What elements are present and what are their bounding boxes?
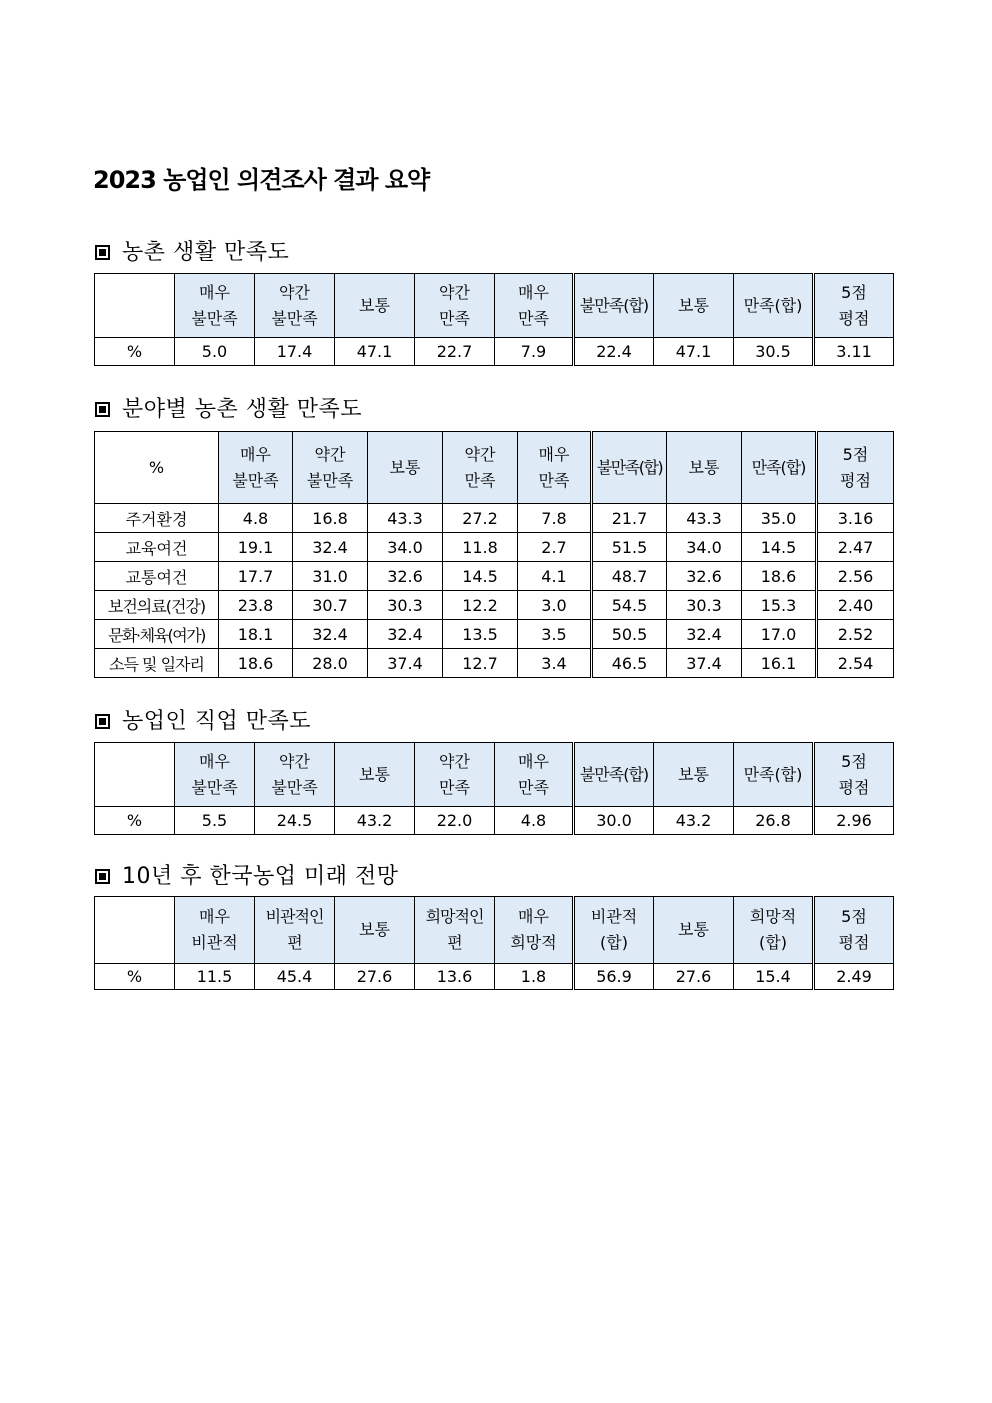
header-cell: 보통 [368,432,443,504]
row-label: 주거환경 [95,504,219,533]
row-label: 문화·체육(여가) [95,620,219,649]
table-cell: 30.3 [368,591,443,620]
table-cell: 51.5 [592,533,667,562]
table-cell: 23.8 [219,591,293,620]
table-cell: 3.5 [518,620,592,649]
table-cell: 43.3 [667,504,742,533]
table-row [95,649,894,678]
header-cell: 불만족(합) [592,432,667,504]
table-cell: 13.5 [443,620,518,649]
table-cell: 32.4 [293,533,368,562]
table-header-row [95,432,894,504]
table-cell: 17.0 [742,620,817,649]
header-cell: 약간 불만족 [293,432,368,504]
table-cell: 2.56 [817,562,894,591]
table-cell: 2.40 [817,591,894,620]
table-cell: 34.0 [368,533,443,562]
header-cell: 매우 불만족 [175,274,255,338]
field-satisfaction-table [94,431,894,678]
table-cell: 17.7 [219,562,293,591]
table-cell: 1.8 [495,964,574,990]
table-cell: 15.3 [742,591,817,620]
table-cell: 26.8 [734,807,814,835]
header-cell: 만족(합) [734,743,814,807]
table-cell: 22.0 [415,807,495,835]
table-cell: 18.6 [219,649,293,678]
table-cell: 30.0 [574,807,654,835]
section-heading-rural-life [95,239,289,267]
header-cell: 비관적 (합) [574,897,654,964]
square-bullet-icon [95,245,110,260]
table-cell: 2.96 [814,807,894,835]
header-cell: 약간 만족 [443,432,518,504]
header-corner [95,743,175,807]
table-row [95,620,894,649]
table-row [95,338,894,366]
header-cell: 5점 평점 [814,897,894,964]
table-cell: 5.0 [175,338,255,366]
row-label: % [95,338,175,366]
header-cell: 5점 평점 [817,432,894,504]
row-label: 교육여건 [95,533,219,562]
row-label: % [95,807,175,835]
table-row [95,562,894,591]
table-cell: 21.7 [592,504,667,533]
table-cell: 4.1 [518,562,592,591]
table-cell: 17.4 [255,338,335,366]
table-cell: 14.5 [742,533,817,562]
header-cell: 매우 불만족 [175,743,255,807]
header-cell: 불만족(합) [574,274,654,338]
header-cell: 5점 평점 [814,274,894,338]
table-cell: 27.6 [654,964,734,990]
table-cell: 47.1 [335,338,415,366]
table-cell: 16.8 [293,504,368,533]
table-cell: 18.6 [742,562,817,591]
table-cell: 34.0 [667,533,742,562]
header-corner: % [95,432,219,504]
header-cell: 보통 [335,743,415,807]
section-heading-text: 10년 후 한국농업 미래 전망 [122,864,399,889]
table-cell: 19.1 [219,533,293,562]
header-cell: 매우 희망적 [495,897,574,964]
table-cell: 7.8 [518,504,592,533]
table-cell: 32.4 [293,620,368,649]
table-cell: 27.6 [335,964,415,990]
table-row [95,807,894,835]
table-row [95,533,894,562]
table-cell: 5.5 [175,807,255,835]
row-label: 보건의료(건강) [95,591,219,620]
table-header-row [95,897,894,964]
table-row [95,504,894,533]
table-cell: 3.11 [814,338,894,366]
section-heading-text: 농촌 생활 만족도 [122,240,290,265]
table-cell: 24.5 [255,807,335,835]
table-cell: 4.8 [219,504,293,533]
table-cell: 30.3 [667,591,742,620]
row-label: 소득 및 일자리 [95,649,219,678]
header-cell: 희망적인 편 [415,897,495,964]
header-cell: 비관적인 편 [255,897,335,964]
table-cell: 50.5 [592,620,667,649]
section-heading-field-satisfaction [95,396,362,424]
table-cell: 43.2 [654,807,734,835]
header-cell: 보통 [654,897,734,964]
table-cell: 14.5 [443,562,518,591]
table-cell: 35.0 [742,504,817,533]
table-cell: 27.2 [443,504,518,533]
header-cell: 약간 불만족 [255,274,335,338]
section-heading-job-satisfaction [95,708,311,736]
table-cell: 11.5 [175,964,255,990]
table-cell: 32.4 [368,620,443,649]
header-cell: 매우 만족 [495,274,574,338]
table-cell: 15.4 [734,964,814,990]
table-cell: 2.7 [518,533,592,562]
table-cell: 12.2 [443,591,518,620]
table-cell: 22.4 [574,338,654,366]
section-heading-future-outlook [95,863,399,891]
table-cell: 16.1 [742,649,817,678]
table-header-row [95,743,894,807]
table-header-row [95,274,894,338]
header-cell: 불만족(합) [574,743,654,807]
header-cell: 희망적 (합) [734,897,814,964]
table-cell: 22.7 [415,338,495,366]
table-cell: 46.5 [592,649,667,678]
table-cell: 13.6 [415,964,495,990]
header-cell: 만족(합) [734,274,814,338]
header-cell: 보통 [654,743,734,807]
header-cell: 매우 비관적 [175,897,255,964]
row-label: 교통여건 [95,562,219,591]
table-cell: 2.52 [817,620,894,649]
table-row [95,591,894,620]
header-cell: 보통 [654,274,734,338]
header-cell: 약간 만족 [415,274,495,338]
table-cell: 11.8 [443,533,518,562]
table-cell: 2.54 [817,649,894,678]
section-heading-text: 농업인 직업 만족도 [122,709,312,734]
table-cell: 31.0 [293,562,368,591]
header-corner [95,897,175,964]
table-cell: 30.5 [734,338,814,366]
header-cell: 약간 불만족 [255,743,335,807]
table-cell: 3.0 [518,591,592,620]
header-cell: 약간 만족 [415,743,495,807]
section-heading-text: 분야별 농촌 생활 만족도 [122,397,363,422]
table-cell: 47.1 [654,338,734,366]
table-cell: 37.4 [368,649,443,678]
table-cell: 45.4 [255,964,335,990]
header-corner [95,274,175,338]
table-cell: 48.7 [592,562,667,591]
table-cell: 18.1 [219,620,293,649]
table-cell: 32.6 [667,562,742,591]
table-cell: 30.7 [293,591,368,620]
row-label: % [95,964,175,990]
table-cell: 37.4 [667,649,742,678]
table-cell: 12.7 [443,649,518,678]
square-bullet-icon [95,869,110,884]
table-cell: 56.9 [574,964,654,990]
table-cell: 43.2 [335,807,415,835]
table-cell: 54.5 [592,591,667,620]
table-cell: 32.6 [368,562,443,591]
header-cell: 보통 [335,897,415,964]
future-outlook-table [94,896,894,990]
header-cell: 보통 [335,274,415,338]
header-cell: 보통 [667,432,742,504]
rural-life-satisfaction-table [94,273,894,366]
table-cell: 3.4 [518,649,592,678]
header-cell: 5점 평점 [814,743,894,807]
table-cell: 4.8 [495,807,574,835]
table-cell: 2.47 [817,533,894,562]
page-title: 2023 농업인 의견조사 결과 요약 [93,166,430,194]
table-cell: 28.0 [293,649,368,678]
square-bullet-icon [95,402,110,417]
header-cell: 매우 만족 [518,432,592,504]
table-cell: 3.16 [817,504,894,533]
square-bullet-icon [95,714,110,729]
table-row [95,964,894,990]
table-cell: 32.4 [667,620,742,649]
header-cell: 매우 만족 [495,743,574,807]
table-cell: 7.9 [495,338,574,366]
job-satisfaction-table [94,742,894,835]
header-cell: 매우 불만족 [219,432,293,504]
header-cell: 만족(합) [742,432,817,504]
table-cell: 2.49 [814,964,894,990]
table-cell: 43.3 [368,504,443,533]
